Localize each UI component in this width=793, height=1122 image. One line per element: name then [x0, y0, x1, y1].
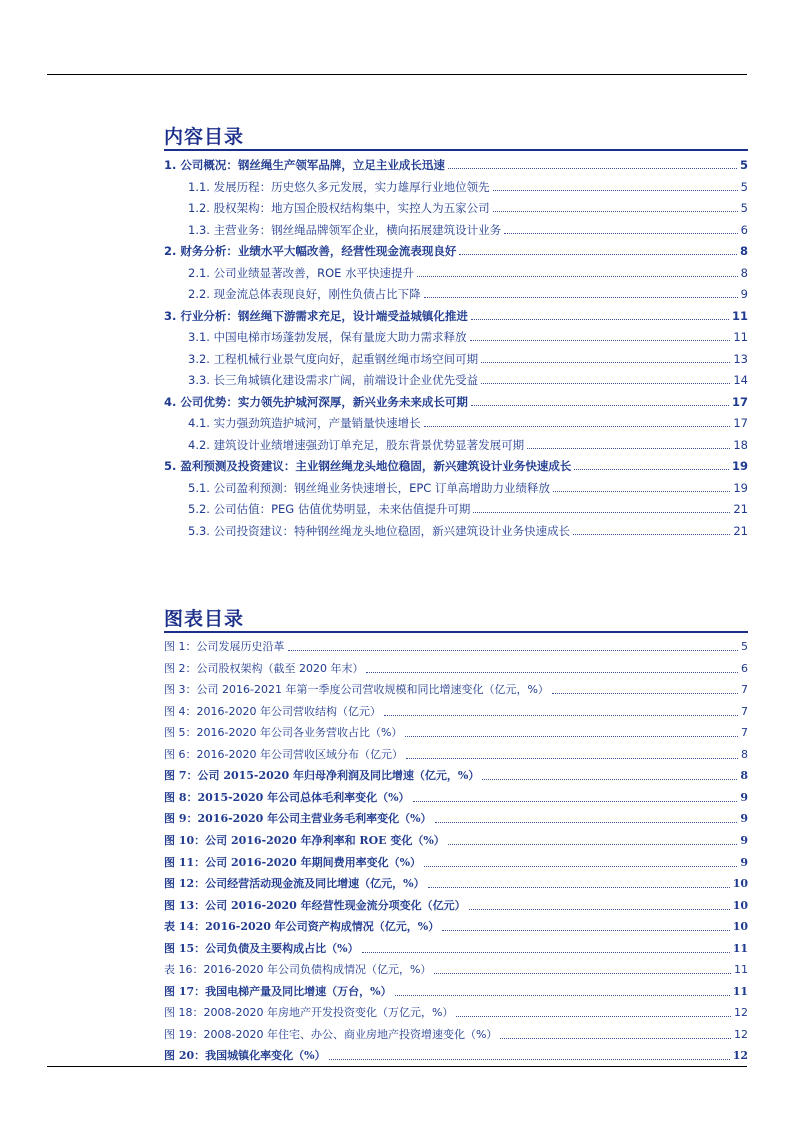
- figure-entry-text: 图 7：公司 2015-2020 年归母净利润及同比增速（亿元，%）: [164, 769, 480, 783]
- toc-entry-text: 3.2. 工程机械行业景气度向好，起重钢丝绳市场空间可期: [188, 351, 479, 366]
- toc-entry-text: 2.1. 公司业绩显著改善，ROE 水平快速提升: [188, 265, 415, 280]
- toc-leader-dots: [493, 211, 738, 212]
- toc-title-underline: [164, 149, 748, 151]
- figure-list-link[interactable]: [164, 722, 748, 740]
- figure-page-number: 11: [732, 984, 748, 998]
- toc-leader-dots: [459, 254, 737, 255]
- figure-entry-text: 图 4：2016-2020 年公司营收结构（亿元）: [164, 704, 381, 718]
- figure-page-number: 10: [732, 898, 748, 912]
- figure-entry-text: 图 8：2015-2020 年公司总体毛利率变化（%）: [164, 790, 410, 804]
- toc-entry-text: 2. 财务分析：业绩水平大幅改善，经营性现金流表现良好: [164, 244, 457, 258]
- figure-list-link[interactable]: [164, 744, 748, 762]
- toc-leader-dots: [424, 297, 738, 298]
- figure-leader-dots: [424, 866, 737, 867]
- toc-entry-text: 1.2. 股权架构：地方国企股权结构集中，实控人为五家公司: [188, 201, 490, 215]
- toc-leader-dots: [473, 512, 730, 513]
- toc-leader-dots: [527, 448, 730, 449]
- footer-rule: [47, 1066, 747, 1067]
- toc-section-link[interactable]: [188, 197, 748, 215]
- figure-list-link[interactable]: [164, 679, 748, 697]
- figure-list-title-underline: [164, 631, 748, 633]
- toc-section-link[interactable]: [188, 412, 748, 430]
- figure-entry-text: 图 11：公司 2016-2020 年期间费用率变化（%）: [164, 855, 422, 869]
- figure-list-link[interactable]: [164, 787, 748, 805]
- toc-page-number: 14: [733, 373, 748, 387]
- toc-leader-dots: [424, 426, 731, 427]
- figure-page-number: 9: [740, 833, 748, 847]
- toc-page-number: 21: [733, 523, 748, 538]
- figure-list-link[interactable]: [164, 830, 748, 848]
- figure-entry-text: 图 20：我国城镇化率变化（%）: [164, 1049, 326, 1063]
- toc-entry-text: 3.1. 中国电梯市场蓬勃发展，保有量庞大助力需求释放: [188, 330, 467, 344]
- figure-list-link[interactable]: [164, 895, 748, 913]
- figure-page-number: 6: [741, 661, 748, 675]
- toc-entry-text: 5.3. 公司投资建议：特种钢丝绳龙头地位稳固，新兴建筑设计业务快速成长: [188, 523, 571, 538]
- toc-leader-dots: [493, 190, 738, 191]
- figure-leader-dots: [448, 844, 738, 845]
- toc-entry-text: 5.2. 公司估值：PEG 估值优势明显，未来估值提升可期: [188, 502, 471, 516]
- toc-chapter-link[interactable]: [164, 154, 748, 172]
- toc-chapter-link[interactable]: [164, 455, 748, 473]
- figure-list-link[interactable]: [164, 658, 748, 676]
- toc-section-link[interactable]: [188, 520, 748, 538]
- toc-section-link[interactable]: [188, 477, 748, 495]
- figure-leader-dots: [434, 973, 731, 974]
- figure-page-number: 12: [734, 1027, 748, 1041]
- toc-leader-dots: [553, 491, 730, 492]
- figure-leader-dots: [456, 1016, 731, 1017]
- figure-list-link[interactable]: [164, 938, 748, 956]
- figure-entry-text: 图 17：我国电梯产量及同比增速（万台，%）: [164, 984, 392, 998]
- toc-page-number: 19: [733, 480, 748, 495]
- figure-leader-dots: [500, 1038, 731, 1039]
- toc-section-link[interactable]: [188, 262, 748, 280]
- toc-section-link[interactable]: [188, 498, 748, 516]
- figure-leader-dots: [405, 736, 738, 737]
- toc-entry-text: 2.2. 现金流总体表现良好，刚性负债占比下降: [188, 287, 421, 301]
- figure-entry-text: 图 19：2008-2020 年住宅、办公、商业房地产投资增速变化（%）: [164, 1027, 498, 1041]
- toc-entry-text: 3. 行业分析：钢丝绳下游需求充足，设计端受益城镇化推进: [164, 308, 468, 323]
- toc-entry-text: 1.3. 主营业务：钢丝绳品牌领军企业，横向拓展建筑设计业务: [188, 222, 502, 237]
- figure-leader-dots: [552, 693, 738, 694]
- toc-title: 内容目录: [164, 126, 245, 148]
- toc-leader-dots: [574, 469, 729, 470]
- figure-page-number: 11: [734, 963, 748, 977]
- figure-entry-text: 表 14：2016-2020 年公司资产构成情况（亿元，%）: [164, 920, 440, 934]
- figure-entry-text: 图 3：公司 2016-2021 年第一季度公司营收规模和同比增速变化（亿元，%）: [164, 683, 549, 697]
- figure-leader-dots: [442, 930, 729, 931]
- toc-entry-text: 4.1. 实力强劲筑造护城河，产量销量快速增长: [188, 416, 421, 430]
- toc-page-number: 11: [731, 308, 748, 323]
- figure-page-number: 10: [732, 877, 748, 891]
- figure-leader-dots: [362, 952, 730, 953]
- figure-page-number: 10: [732, 920, 748, 934]
- toc-page-number: 17: [733, 416, 748, 430]
- figure-list-link[interactable]: [164, 808, 748, 826]
- figure-page-number: 7: [741, 704, 748, 718]
- figure-page-number: 8: [740, 769, 748, 783]
- toc-section-link[interactable]: [188, 326, 748, 344]
- toc-page-number: 8: [740, 265, 748, 280]
- toc-page-number: 17: [731, 394, 748, 409]
- figure-list-link[interactable]: [164, 765, 748, 783]
- toc-leader-dots: [504, 233, 738, 234]
- figure-leader-dots: [428, 887, 730, 888]
- toc-chapter-link[interactable]: [164, 391, 748, 409]
- figure-list-link[interactable]: [164, 701, 748, 719]
- toc-entry-text: 5. 盈利预测及投资建议：主业钢丝绳龙头地位稳固，新兴建筑设计业务快速成长: [164, 459, 572, 473]
- figure-list-link[interactable]: [164, 1002, 748, 1020]
- figure-list-title: 图表目录: [164, 608, 245, 630]
- toc-leader-dots: [448, 168, 737, 169]
- figure-list-link[interactable]: [164, 916, 748, 934]
- toc-leader-dots: [481, 362, 730, 363]
- figure-page-number: 8: [741, 747, 748, 761]
- toc-section-link[interactable]: [188, 434, 748, 452]
- figure-entry-text: 图 18：2008-2020 年房地产开发投资变化（万亿元，%）: [164, 1006, 454, 1020]
- figure-leader-dots: [406, 758, 738, 759]
- toc-chapter-link[interactable]: [164, 240, 748, 258]
- figure-entry-text: 图 10：公司 2016-2020 年净利率和 ROE 变化（%）: [164, 833, 445, 847]
- figure-page-number: 5: [741, 640, 748, 653]
- figure-list-link[interactable]: [164, 873, 748, 891]
- figure-list-link[interactable]: [164, 852, 748, 870]
- toc-page-number: 6: [740, 222, 748, 237]
- toc-page-number: 11: [733, 330, 748, 344]
- figure-list-link[interactable]: [164, 1024, 748, 1042]
- figure-list-link[interactable]: [164, 1045, 748, 1063]
- figure-leader-dots: [435, 822, 738, 823]
- toc-leader-dots: [470, 340, 731, 341]
- toc-entry-text: 1. 公司概况：钢丝绳生产领军品牌，立足主业成长迅速: [164, 158, 445, 172]
- figure-leader-dots: [395, 995, 730, 996]
- figure-leader-dots: [413, 801, 738, 802]
- toc-leader-dots: [481, 383, 730, 384]
- header-rule: [47, 74, 747, 75]
- toc-entry-text: 1.1. 发展历程：历史悠久多元发展，实力雄厚行业地位领先: [188, 179, 490, 194]
- figure-leader-dots: [482, 779, 737, 780]
- toc-page-number: 5: [740, 179, 748, 194]
- figure-entry-text: 图 5：2016-2020 年公司各业务营收占比（%）: [164, 726, 403, 740]
- figure-page-number: 9: [740, 790, 748, 804]
- figure-entry-text: 图 15：公司负债及主要构成占比（%）: [164, 941, 359, 955]
- figure-leader-dots: [329, 1059, 730, 1060]
- toc-leader-dots: [573, 534, 730, 535]
- toc-section-link[interactable]: [188, 176, 748, 194]
- toc-page-number: 8: [739, 244, 748, 258]
- figure-leader-dots: [288, 650, 739, 651]
- toc-section-link[interactable]: [188, 283, 748, 301]
- toc-entry-text: 3.3. 长三角城镇化建设需求广阔，前端设计企业优先受益: [188, 373, 479, 387]
- toc-page-number: 9: [740, 287, 748, 301]
- toc-page-number: 21: [733, 502, 748, 516]
- figure-list-link[interactable]: [164, 636, 748, 654]
- figure-entry-text: 图 13：公司 2016-2020 年经营性现金流分项变化（亿元）: [164, 898, 466, 912]
- figure-entry-text: 图 12：公司经营活动现金流及同比增速（亿元，%）: [164, 877, 425, 891]
- toc-page-number: 19: [731, 459, 748, 473]
- toc-page-number: 13: [733, 351, 748, 366]
- figure-leader-dots: [366, 672, 738, 673]
- figure-entry-text: 图 9：2016-2020 年公司主营业务毛利率变化（%）: [164, 812, 432, 826]
- figure-list-link[interactable]: [164, 959, 748, 977]
- toc-leader-dots: [471, 319, 729, 320]
- figure-page-number: 11: [732, 941, 748, 955]
- toc-page-number: 5: [739, 158, 748, 172]
- toc-entry-text: 4. 公司优势：实力领先护城河深厚，新兴业务未来成长可期: [164, 394, 468, 409]
- toc-section-link[interactable]: [188, 219, 748, 237]
- toc-page-number: 5: [740, 201, 748, 215]
- toc-entry-text: 5.1. 公司盈利预测：钢丝绳业务快速增长，EPC 订单高增助力业绩释放: [188, 480, 550, 495]
- figure-entry-text: 图 1：公司发展历史沿革: [164, 640, 285, 653]
- toc-section-link[interactable]: [188, 369, 748, 387]
- toc-leader-dots: [471, 405, 729, 406]
- figure-page-number: 7: [741, 683, 748, 697]
- figure-entry-text: 表 16：2016-2020 年公司负债构成情况（亿元，%）: [164, 963, 432, 977]
- toc-chapter-link[interactable]: [164, 305, 748, 323]
- figure-page-number: 7: [741, 726, 748, 740]
- figure-leader-dots: [384, 715, 738, 716]
- figure-page-number: 12: [732, 1049, 748, 1063]
- toc-entry-text: 4.2. 建筑设计业绩增速强劲订单充足，股东背景优势显著发展可期: [188, 437, 525, 452]
- toc-leader-dots: [417, 276, 738, 277]
- figure-page-number: 12: [734, 1006, 748, 1020]
- figure-entry-text: 图 2：公司股权架构（截至 2020 年末）: [164, 661, 364, 675]
- toc-page-number: 18: [733, 437, 748, 452]
- figure-page-number: 9: [740, 812, 748, 826]
- figure-leader-dots: [469, 909, 730, 910]
- figure-list-link[interactable]: [164, 981, 748, 999]
- figure-entry-text: 图 6：2016-2020 年公司营收区域分布（亿元）: [164, 747, 403, 761]
- toc-section-link[interactable]: [188, 348, 748, 366]
- figure-page-number: 9: [740, 855, 748, 869]
